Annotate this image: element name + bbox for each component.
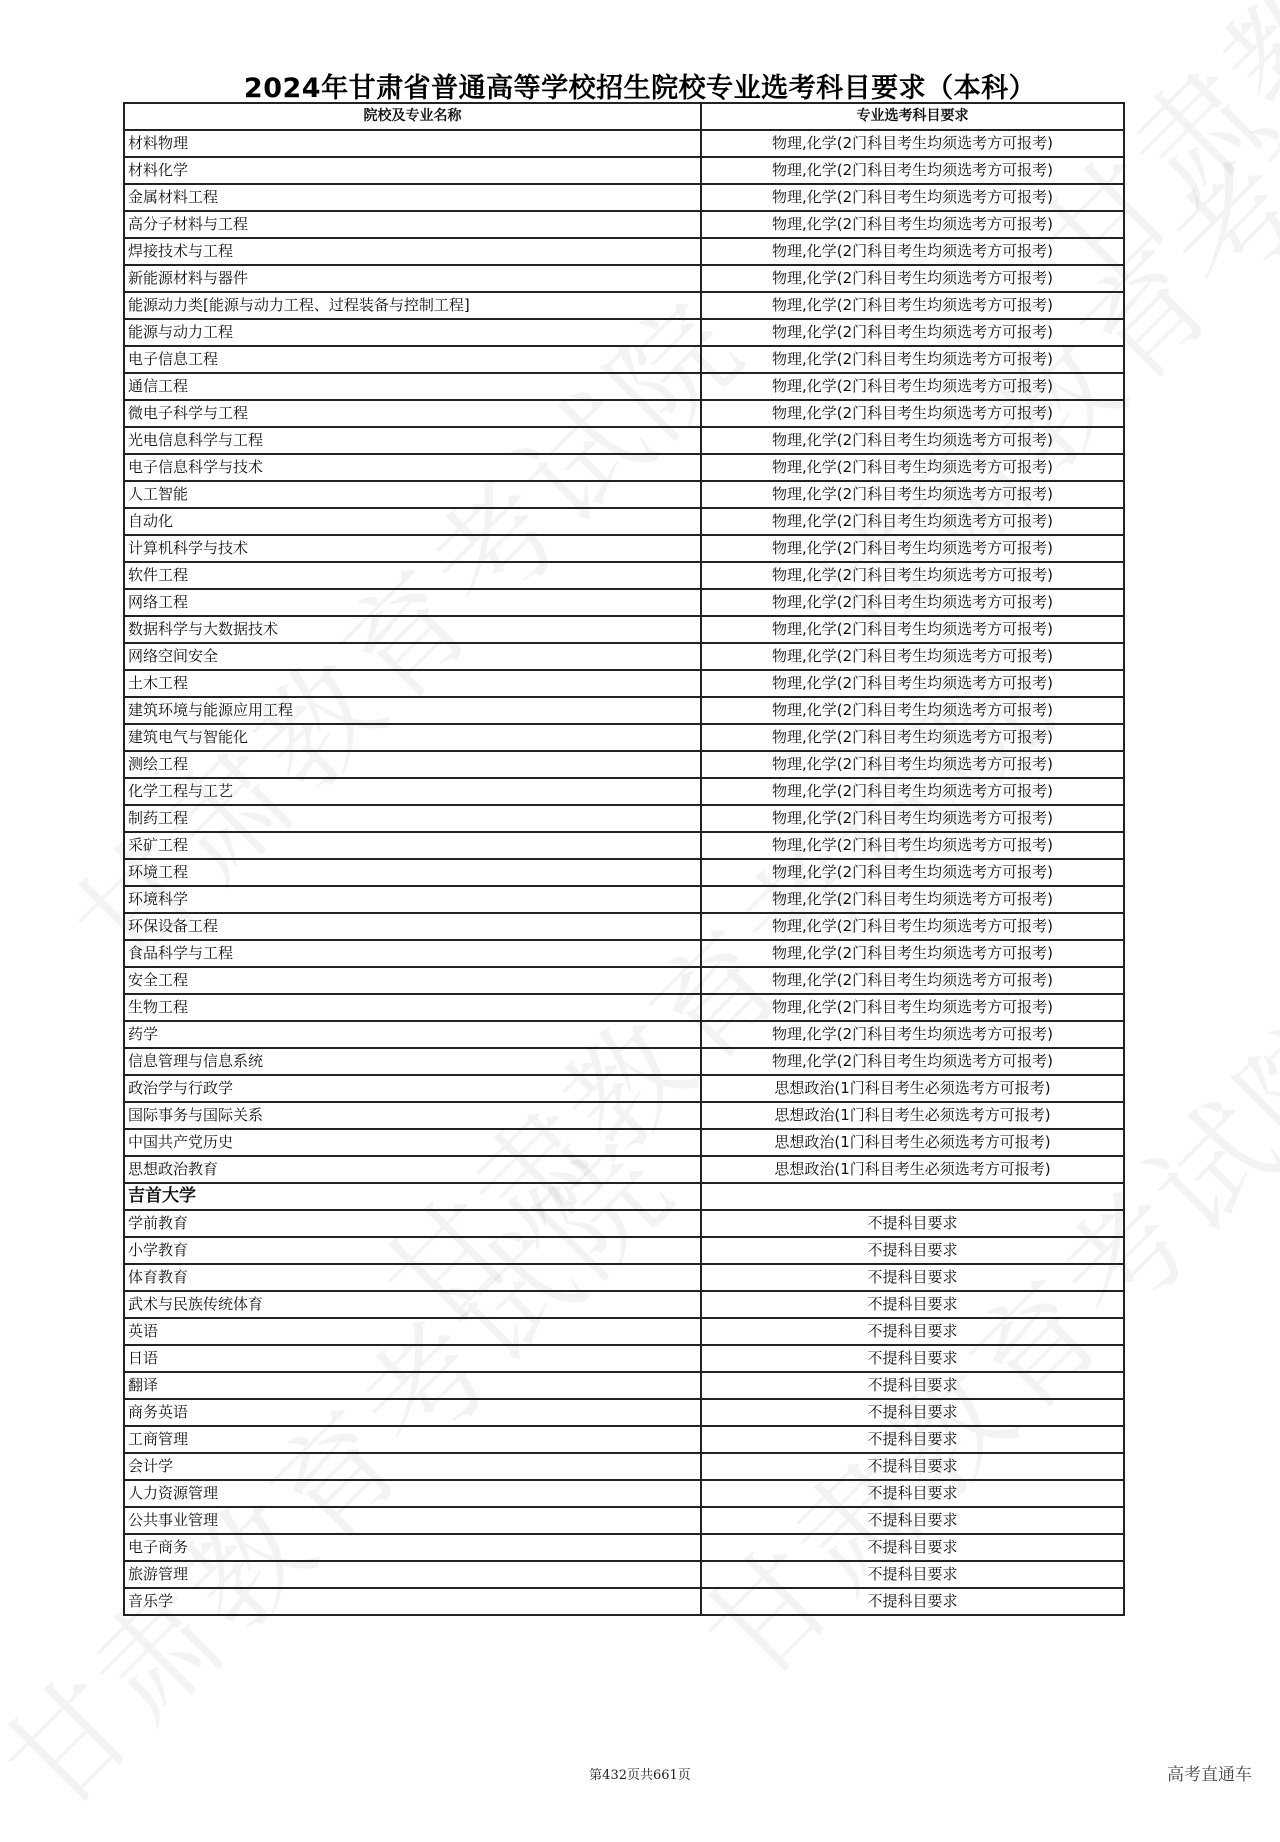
subject-requirement: 不提科目要求 bbox=[701, 1480, 1124, 1507]
table-row bbox=[124, 1480, 1124, 1507]
subject-requirement: 物理,化学(2门科目考生均须选考方可报考) bbox=[701, 1021, 1124, 1048]
table-row bbox=[124, 751, 1124, 778]
table-row bbox=[124, 1345, 1124, 1372]
subject-requirement: 物理,化学(2门科目考生均须选考方可报考) bbox=[701, 373, 1124, 400]
major-name: 商务英语 bbox=[124, 1399, 701, 1426]
table-row bbox=[124, 454, 1124, 481]
subject-requirement: 物理,化学(2门科目考生均须选考方可报考) bbox=[701, 670, 1124, 697]
table-row bbox=[124, 1210, 1124, 1237]
subject-requirement: 物理,化学(2门科目考生均须选考方可报考) bbox=[701, 427, 1124, 454]
major-name: 体育教育 bbox=[124, 1264, 701, 1291]
school-row bbox=[124, 1183, 1124, 1210]
table-row bbox=[124, 805, 1124, 832]
major-name: 计算机科学与技术 bbox=[124, 535, 701, 562]
major-name: 高分子材料与工程 bbox=[124, 211, 701, 238]
major-name: 金属材料工程 bbox=[124, 184, 701, 211]
major-name: 自动化 bbox=[124, 508, 701, 535]
subject-requirements-table bbox=[123, 102, 1125, 1616]
subject-requirement: 物理,化学(2门科目考生均须选考方可报考) bbox=[701, 751, 1124, 778]
table-row bbox=[124, 913, 1124, 940]
table-row bbox=[124, 886, 1124, 913]
major-name: 化学工程与工艺 bbox=[124, 778, 701, 805]
subject-requirement: 物理,化学(2门科目考生均须选考方可报考) bbox=[701, 724, 1124, 751]
table-row bbox=[124, 319, 1124, 346]
table-row bbox=[124, 346, 1124, 373]
table-row bbox=[124, 859, 1124, 886]
subject-requirement: 物理,化学(2门科目考生均须选考方可报考) bbox=[701, 778, 1124, 805]
table-row bbox=[124, 400, 1124, 427]
subject-requirement: 物理,化学(2门科目考生均须选考方可报考) bbox=[701, 562, 1124, 589]
subject-requirement: 物理,化学(2门科目考生均须选考方可报考) bbox=[701, 157, 1124, 184]
table-row bbox=[124, 1588, 1124, 1615]
major-name: 焊接技术与工程 bbox=[124, 238, 701, 265]
major-name: 翻译 bbox=[124, 1372, 701, 1399]
table-row bbox=[124, 1507, 1124, 1534]
table-row bbox=[124, 940, 1124, 967]
subject-requirement bbox=[701, 1183, 1124, 1210]
table-row bbox=[124, 1237, 1124, 1264]
subject-requirement: 物理,化学(2门科目考生均须选考方可报考) bbox=[701, 292, 1124, 319]
subject-requirement: 物理,化学(2门科目考生均须选考方可报考) bbox=[701, 805, 1124, 832]
major-name: 人工智能 bbox=[124, 481, 701, 508]
subject-requirement: 不提科目要求 bbox=[701, 1588, 1124, 1615]
major-name: 软件工程 bbox=[124, 562, 701, 589]
major-name: 光电信息科学与工程 bbox=[124, 427, 701, 454]
table-row bbox=[124, 1021, 1124, 1048]
subject-requirement: 物理,化学(2门科目考生均须选考方可报考) bbox=[701, 454, 1124, 481]
subject-requirement: 物理,化学(2门科目考生均须选考方可报考) bbox=[701, 643, 1124, 670]
major-name: 新能源材料与器件 bbox=[124, 265, 701, 292]
footer-brand: 高考直通车 bbox=[1167, 1765, 1252, 1785]
subject-requirement: 物理,化学(2门科目考生均须选考方可报考) bbox=[701, 319, 1124, 346]
table-row bbox=[124, 1291, 1124, 1318]
subject-requirement: 物理,化学(2门科目考生均须选考方可报考) bbox=[701, 832, 1124, 859]
table-row bbox=[124, 1156, 1124, 1183]
subject-requirement: 物理,化学(2门科目考生均须选考方可报考) bbox=[701, 940, 1124, 967]
major-name: 微电子科学与工程 bbox=[124, 400, 701, 427]
table-row bbox=[124, 697, 1124, 724]
major-name: 英语 bbox=[124, 1318, 701, 1345]
major-name: 旅游管理 bbox=[124, 1561, 701, 1588]
table-row bbox=[124, 1372, 1124, 1399]
major-name: 公共事业管理 bbox=[124, 1507, 701, 1534]
school-name: 吉首大学 bbox=[124, 1183, 701, 1210]
major-name: 电子信息工程 bbox=[124, 346, 701, 373]
subject-requirement: 不提科目要求 bbox=[701, 1318, 1124, 1345]
major-name: 国际事务与国际关系 bbox=[124, 1102, 701, 1129]
major-name: 能源动力类[能源与动力工程、过程装备与控制工程] bbox=[124, 292, 701, 319]
subject-requirement: 物理,化学(2门科目考生均须选考方可报考) bbox=[701, 913, 1124, 940]
table-row bbox=[124, 967, 1124, 994]
column-header-major: 院校及专业名称 bbox=[124, 103, 701, 130]
table-row bbox=[124, 1399, 1124, 1426]
major-name: 学前教育 bbox=[124, 1210, 701, 1237]
major-name: 测绘工程 bbox=[124, 751, 701, 778]
subject-requirement: 不提科目要求 bbox=[701, 1372, 1124, 1399]
major-name: 政治学与行政学 bbox=[124, 1075, 701, 1102]
major-name: 食品科学与工程 bbox=[124, 940, 701, 967]
table-row bbox=[124, 1048, 1124, 1075]
table-row bbox=[124, 1453, 1124, 1480]
major-name: 生物工程 bbox=[124, 994, 701, 1021]
table-row bbox=[124, 1129, 1124, 1156]
table-row bbox=[124, 1534, 1124, 1561]
table-row bbox=[124, 1426, 1124, 1453]
major-name: 能源与动力工程 bbox=[124, 319, 701, 346]
subject-requirement: 思想政治(1门科目考生必须选考方可报考) bbox=[701, 1075, 1124, 1102]
major-name: 音乐学 bbox=[124, 1588, 701, 1615]
subject-requirement: 物理,化学(2门科目考生均须选考方可报考) bbox=[701, 589, 1124, 616]
subject-requirement: 物理,化学(2门科目考生均须选考方可报考) bbox=[701, 994, 1124, 1021]
subject-requirement: 物理,化学(2门科目考生均须选考方可报考) bbox=[701, 184, 1124, 211]
column-header-requirement: 专业选考科目要求 bbox=[701, 103, 1124, 130]
major-name: 通信工程 bbox=[124, 373, 701, 400]
major-name: 数据科学与大数据技术 bbox=[124, 616, 701, 643]
major-name: 会计学 bbox=[124, 1453, 701, 1480]
subject-requirement: 不提科目要求 bbox=[701, 1264, 1124, 1291]
table-row bbox=[124, 427, 1124, 454]
major-name: 武术与民族传统体育 bbox=[124, 1291, 701, 1318]
subject-requirement: 物理,化学(2门科目考生均须选考方可报考) bbox=[701, 211, 1124, 238]
table-row bbox=[124, 1075, 1124, 1102]
subject-requirement: 不提科目要求 bbox=[701, 1345, 1124, 1372]
major-name: 中国共产党历史 bbox=[124, 1129, 701, 1156]
major-name: 建筑电气与智能化 bbox=[124, 724, 701, 751]
table-row bbox=[124, 1264, 1124, 1291]
table-row bbox=[124, 1561, 1124, 1588]
table-row bbox=[124, 724, 1124, 751]
major-name: 环保设备工程 bbox=[124, 913, 701, 940]
major-name: 网络工程 bbox=[124, 589, 701, 616]
subject-requirement: 物理,化学(2门科目考生均须选考方可报考) bbox=[701, 508, 1124, 535]
page-title: 2024年甘肃省普通高等学校招生院校专业选考科目要求（本科） bbox=[243, 73, 1037, 104]
major-name: 材料物理 bbox=[124, 130, 701, 157]
major-name: 药学 bbox=[124, 1021, 701, 1048]
table-row bbox=[124, 184, 1124, 211]
subject-requirement: 不提科目要求 bbox=[701, 1399, 1124, 1426]
table-row bbox=[124, 292, 1124, 319]
subject-requirement: 物理,化学(2门科目考生均须选考方可报考) bbox=[701, 967, 1124, 994]
major-name: 建筑环境与能源应用工程 bbox=[124, 697, 701, 724]
table-row bbox=[124, 589, 1124, 616]
subject-requirement: 不提科目要求 bbox=[701, 1291, 1124, 1318]
page-number: 第432页共661页 bbox=[589, 1768, 691, 1783]
subject-requirement: 物理,化学(2门科目考生均须选考方可报考) bbox=[701, 238, 1124, 265]
major-name: 材料化学 bbox=[124, 157, 701, 184]
major-name: 电子商务 bbox=[124, 1534, 701, 1561]
table-row bbox=[124, 832, 1124, 859]
table-row bbox=[124, 643, 1124, 670]
subject-requirement: 物理,化学(2门科目考生均须选考方可报考) bbox=[701, 886, 1124, 913]
table-row bbox=[124, 778, 1124, 805]
table-row bbox=[124, 1102, 1124, 1129]
table-row bbox=[124, 508, 1124, 535]
table-row bbox=[124, 562, 1124, 589]
major-name: 小学教育 bbox=[124, 1237, 701, 1264]
table-row bbox=[124, 616, 1124, 643]
major-name: 制药工程 bbox=[124, 805, 701, 832]
subject-requirement: 思想政治(1门科目考生必须选考方可报考) bbox=[701, 1102, 1124, 1129]
major-name: 网络空间安全 bbox=[124, 643, 701, 670]
major-name: 日语 bbox=[124, 1345, 701, 1372]
table-row bbox=[124, 265, 1124, 292]
subject-requirement: 不提科目要求 bbox=[701, 1237, 1124, 1264]
major-name: 信息管理与信息系统 bbox=[124, 1048, 701, 1075]
major-name: 土木工程 bbox=[124, 670, 701, 697]
major-name: 环境科学 bbox=[124, 886, 701, 913]
table-row bbox=[124, 238, 1124, 265]
subject-requirement: 物理,化学(2门科目考生均须选考方可报考) bbox=[701, 346, 1124, 373]
table-row bbox=[124, 130, 1124, 157]
major-name: 人力资源管理 bbox=[124, 1480, 701, 1507]
subject-requirement: 不提科目要求 bbox=[701, 1210, 1124, 1237]
subject-requirement: 物理,化学(2门科目考生均须选考方可报考) bbox=[701, 535, 1124, 562]
major-name: 思想政治教育 bbox=[124, 1156, 701, 1183]
subject-requirement: 思想政治(1门科目考生必须选考方可报考) bbox=[701, 1129, 1124, 1156]
table-row bbox=[124, 994, 1124, 1021]
subject-requirement: 物理,化学(2门科目考生均须选考方可报考) bbox=[701, 130, 1124, 157]
table-header-row bbox=[124, 103, 1124, 130]
subject-requirement: 思想政治(1门科目考生必须选考方可报考) bbox=[701, 1156, 1124, 1183]
subject-requirement: 物理,化学(2门科目考生均须选考方可报考) bbox=[701, 265, 1124, 292]
subject-requirement: 不提科目要求 bbox=[701, 1507, 1124, 1534]
major-name: 电子信息科学与技术 bbox=[124, 454, 701, 481]
subject-requirement: 物理,化学(2门科目考生均须选考方可报考) bbox=[701, 1048, 1124, 1075]
table-row bbox=[124, 157, 1124, 184]
table-row bbox=[124, 1318, 1124, 1345]
table-body bbox=[124, 130, 1124, 1615]
table-row bbox=[124, 211, 1124, 238]
subject-requirement: 物理,化学(2门科目考生均须选考方可报考) bbox=[701, 859, 1124, 886]
major-name: 环境工程 bbox=[124, 859, 701, 886]
subject-requirement: 不提科目要求 bbox=[701, 1561, 1124, 1588]
table-row bbox=[124, 670, 1124, 697]
table-row bbox=[124, 373, 1124, 400]
subject-requirement: 物理,化学(2门科目考生均须选考方可报考) bbox=[701, 400, 1124, 427]
table-row bbox=[124, 481, 1124, 508]
major-name: 采矿工程 bbox=[124, 832, 701, 859]
subject-requirement: 物理,化学(2门科目考生均须选考方可报考) bbox=[701, 697, 1124, 724]
subject-requirement: 物理,化学(2门科目考生均须选考方可报考) bbox=[701, 481, 1124, 508]
table-row bbox=[124, 535, 1124, 562]
major-name: 安全工程 bbox=[124, 967, 701, 994]
subject-requirement: 不提科目要求 bbox=[701, 1426, 1124, 1453]
major-name: 工商管理 bbox=[124, 1426, 701, 1453]
subject-requirement: 物理,化学(2门科目考生均须选考方可报考) bbox=[701, 616, 1124, 643]
subject-requirement: 不提科目要求 bbox=[701, 1534, 1124, 1561]
subject-requirement: 不提科目要求 bbox=[701, 1453, 1124, 1480]
